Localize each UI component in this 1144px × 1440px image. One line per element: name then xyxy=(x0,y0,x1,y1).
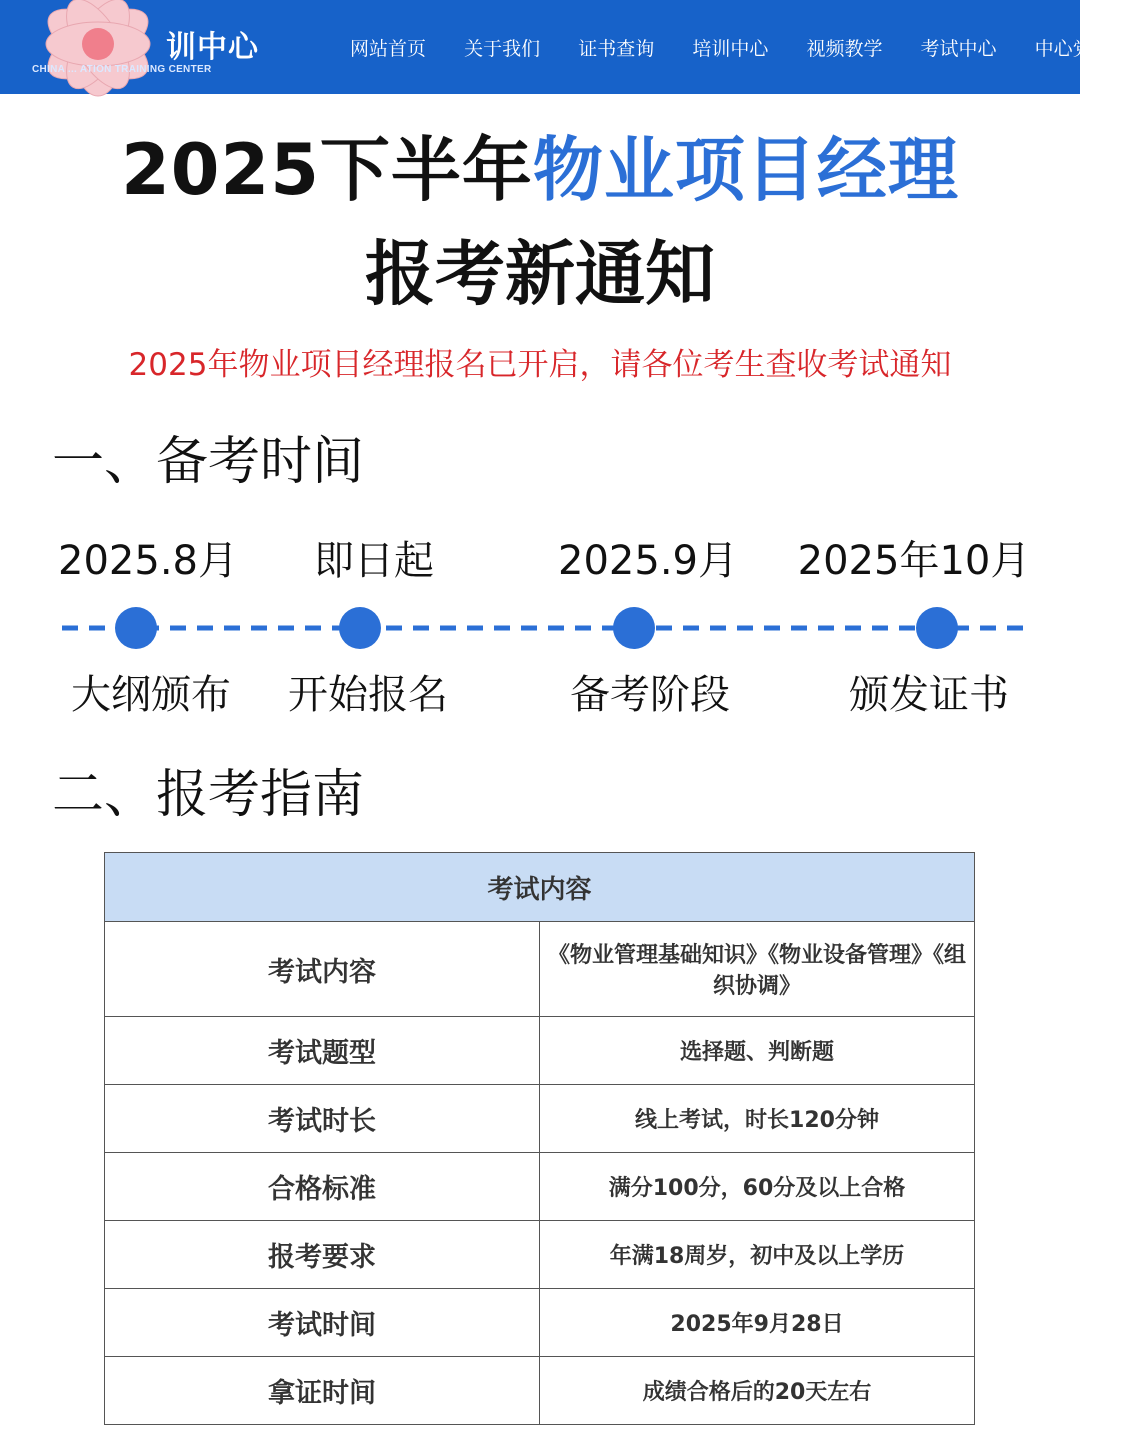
nav-training[interactable]: 培训中心 xyxy=(692,38,769,60)
row-key: 考试内容 xyxy=(105,922,540,1017)
table-row xyxy=(105,1017,975,1085)
timeline-dot-2 xyxy=(339,607,381,649)
row-value: 年满18周岁，初中及以上学历 xyxy=(540,1221,975,1289)
table-row xyxy=(105,1357,975,1425)
page-title xyxy=(0,128,1080,212)
row-value: 线上考试，时长120分钟 xyxy=(540,1085,975,1153)
site-header xyxy=(0,0,1111,94)
row-value: 《物业管理基础知识》《物业设备管理》《组织协调》 xyxy=(540,922,975,1017)
main-nav xyxy=(350,34,1144,64)
timeline-label-2: 开始报名 xyxy=(288,672,448,718)
table-row xyxy=(105,922,975,1017)
nav-home[interactable]: 网站首页 xyxy=(350,38,427,60)
section-heading-schedule: 一、备考时间 xyxy=(52,432,365,492)
section-heading-guide: 二、报考指南 xyxy=(52,765,365,825)
row-key: 考试题型 xyxy=(105,1017,540,1085)
row-value: 成绩合格后的20天左右 xyxy=(540,1357,975,1425)
nav-party[interactable]: 中心党建 xyxy=(1034,38,1111,60)
title-prefix: 2025下半年 xyxy=(121,129,533,211)
timeline-date-2: 即日起 xyxy=(314,538,434,584)
timeline-date-1: 2025.8月 xyxy=(58,538,238,584)
table-header-row xyxy=(105,853,975,922)
row-value: 选择题、判断题 xyxy=(540,1017,975,1085)
page-title-line2: 报考新通知 xyxy=(365,233,715,315)
nav-video[interactable]: 视频教学 xyxy=(806,38,883,60)
timeline-date-3: 2025.9月 xyxy=(558,538,738,584)
table-row xyxy=(105,1289,975,1357)
timeline-dot-1 xyxy=(115,607,157,649)
logo-subtitle: CHINA ... ATION TRAINING CENTER xyxy=(32,64,212,75)
timeline-date-4: 2025年10月 xyxy=(797,538,1031,584)
site-logo[interactable] xyxy=(0,0,290,94)
title-highlight: 物业项目经理 xyxy=(532,129,959,211)
table-row xyxy=(105,1153,975,1221)
row-key: 考试时长 xyxy=(105,1085,540,1153)
logo-title: 训中心 xyxy=(166,30,259,65)
nav-certificate-query[interactable]: 证书查询 xyxy=(578,38,655,60)
nav-about[interactable]: 关于我们 xyxy=(464,38,541,60)
timeline-dot-4 xyxy=(916,607,958,649)
notice-text: 2025年物业项目经理报名已开启，请各位考生查收考试通知 xyxy=(128,347,952,383)
table-header: 考试内容 xyxy=(105,853,975,922)
nav-exam[interactable]: 考试中心 xyxy=(920,38,997,60)
timeline-label-1: 大纲颁布 xyxy=(71,672,231,718)
timeline-label-3: 备考阶段 xyxy=(570,672,730,718)
row-value: 满分100分，60分及以上合格 xyxy=(540,1153,975,1221)
row-key: 拿证时间 xyxy=(105,1357,540,1425)
timeline-label-4: 颁发证书 xyxy=(849,672,1009,718)
timeline xyxy=(0,530,1080,730)
row-value: 2025年9月28日 xyxy=(540,1289,975,1357)
timeline-dot-3 xyxy=(613,607,655,649)
row-key: 考试时间 xyxy=(105,1289,540,1357)
table-row xyxy=(105,1221,975,1289)
table-row xyxy=(105,1085,975,1153)
row-key: 合格标准 xyxy=(105,1153,540,1221)
exam-info-table xyxy=(104,852,975,1425)
row-key: 报考要求 xyxy=(105,1221,540,1289)
